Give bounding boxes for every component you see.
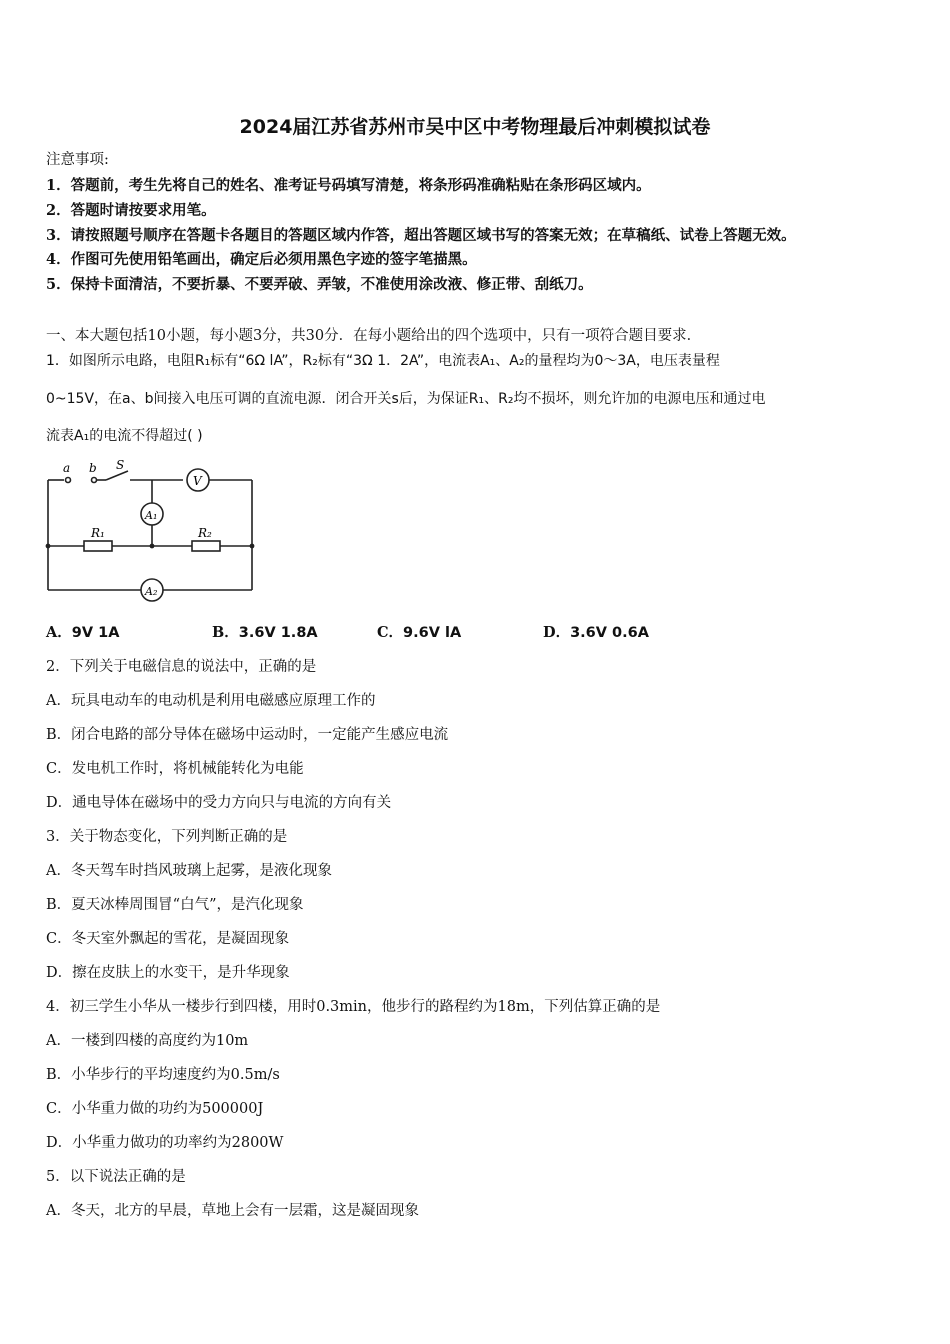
q4-option-b: B．小华步行的平均速度约为0.5m/s: [46, 1067, 280, 1083]
q1-option-d: [543, 621, 649, 642]
q2-option-c: C．发电机工作时，将机械能转化为电能: [46, 761, 304, 777]
option-letter: B．: [212, 624, 239, 641]
terminal-b-label: b: [89, 461, 97, 475]
notice-item-4: 4．作图可先使用铅笔画出，确定后必须用黑色字迹的签字笔描黑。: [46, 251, 477, 268]
q3-option-a: A．冬天驾车时挡风玻璃上起雾，是液化现象: [46, 863, 332, 879]
q1-stem-line-2: 0~15V，在a、b间接入电压可调的直流电源．闭合开关s后，为保证R₁、R₂均不损坏，则允许加的电源电压和通过电: [46, 391, 766, 407]
ammeter-a2-label: A₂: [145, 585, 158, 598]
option-value: 9.6V lA: [403, 625, 462, 641]
ammeter-a1-label: A₁: [145, 509, 158, 522]
q2-stem: 2．下列关于电磁信息的说法中，正确的是: [46, 659, 317, 675]
option-letter: C．: [377, 624, 404, 641]
section-heading: 一、本大题包括10小题，每小题3分，共30分．在每小题给出的四个选项中，只有一项符合题目要求．: [46, 328, 702, 344]
notice-item-2: 2．答题时请按要求用笔。: [46, 202, 216, 219]
exam-title: 2024届江苏省苏州市吴中区中考物理最后冲刺模拟试卷: [239, 116, 711, 138]
notice-heading: 注意事项:: [46, 152, 109, 168]
switch-label: S: [116, 458, 125, 472]
notice-item-5: 5．保持卡面清洁，不要折暴、不要弄破、弄皱，不准使用涂改液、修正带、刮纸刀。: [46, 276, 593, 293]
q4-option-c: C．小华重力做的功约为500000J: [46, 1101, 264, 1117]
q4-option-a: A．一楼到四楼的高度约为10m: [46, 1033, 249, 1049]
q3-stem: 3．关于物态变化，下列判断正确的是: [46, 829, 288, 845]
notice-item-1: 1．答题前，考生先将自己的姓名、准考证号码填写清楚，将条形码准确粘贴在条形码区域内。: [46, 177, 651, 194]
resistor-r2-label: R₂: [198, 526, 212, 540]
q4-option-d: D．小华重力做功的功率约为2800W: [46, 1135, 284, 1151]
option-value: 3.6V 1.8A: [238, 625, 318, 641]
circuit-diagram: [44, 458, 260, 604]
q3-option-c: C．冬天室外飘起的雪花，是凝固现象: [46, 931, 290, 947]
option-letter: D．: [543, 624, 571, 641]
q4-stem: 4．初三学生小华从一楼步行到四楼，用时0.3min，他步行的路程约为18m，下列估算正确的是: [46, 999, 661, 1015]
q1-stem-line-3: 流表A₁的电流不得超过( ): [46, 428, 203, 444]
q1-option-b: [212, 621, 318, 642]
q3-option-b: B．夏天冰棒周围冒“白气”，是汽化现象: [46, 897, 304, 913]
option-letter: A．: [46, 624, 72, 641]
notice-item-3: 3．请按照题号顺序在答题卡各题目的答题区域内作答，超出答题区域书写的答案无效；在草稿纸、试卷上答题无效。: [46, 227, 796, 244]
q5-option-a: A．冬天，北方的早晨，草地上会有一层霜，这是凝固现象: [46, 1203, 419, 1219]
q3-option-d: D．擦在皮肤上的水变干，是升华现象: [46, 965, 290, 981]
q1-stem-line-1: 1．如图所示电路，电阻R₁标有“6Ω lA”，R₂标有“3Ω 1．2A”，电流表A₁、A₂的量程均为0～3A，电压表量程: [46, 353, 720, 369]
q5-stem: 5．以下说法正确的是: [46, 1169, 186, 1185]
terminal-a-label: a: [63, 461, 71, 475]
voltmeter-label: V: [193, 474, 202, 488]
option-value: 9V 1A: [71, 625, 120, 641]
q2-option-b: B．闭合电路的部分导体在磁场中运动时，一定能产生感应电流: [46, 727, 449, 743]
q2-option-a: A．玩具电动车的电动机是利用电磁感应原理工作的: [46, 693, 376, 709]
q1-option-a: [46, 621, 119, 642]
option-value: 3.6V 0.6A: [570, 625, 649, 641]
q1-option-c: [377, 621, 461, 642]
q2-option-d: D．通电导体在磁场中的受力方向只与电流的方向有关: [46, 795, 392, 811]
resistor-r1-label: R₁: [91, 526, 105, 540]
